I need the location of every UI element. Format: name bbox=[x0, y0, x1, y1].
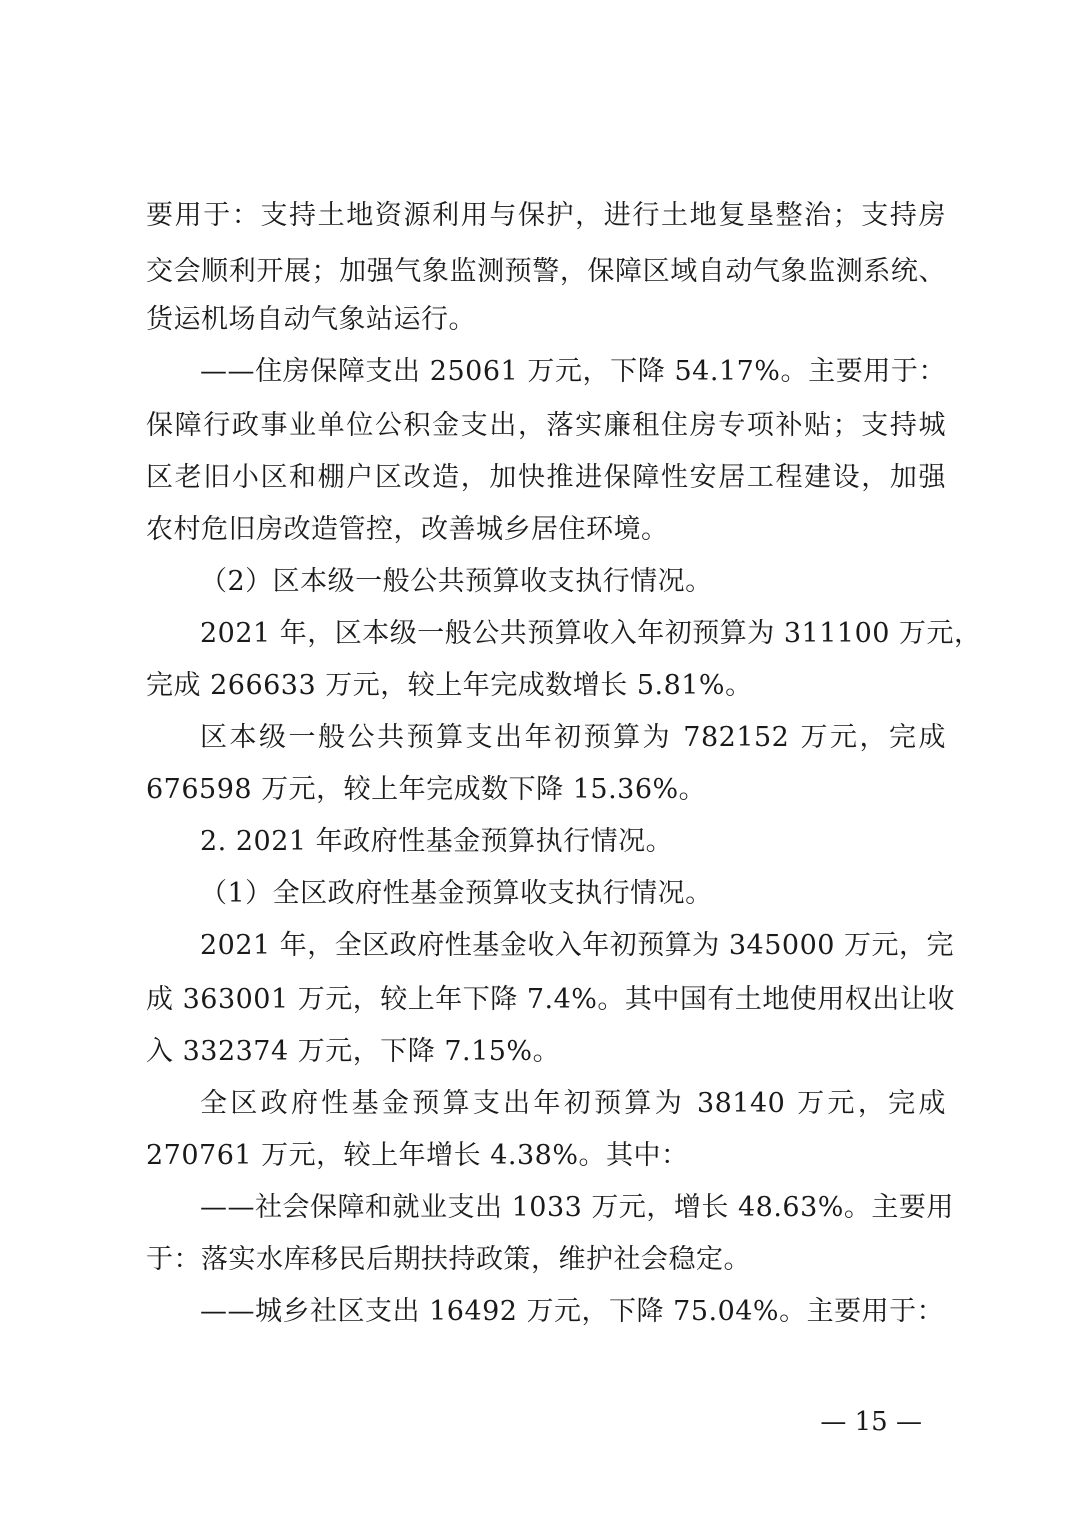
text-line: 全区政府性基金预算支出年初预算为 38140 万元，完成 bbox=[200, 1088, 946, 1119]
text-line: 2021 年，全区政府性基金收入年初预算为 345000 万元，完 bbox=[200, 930, 955, 961]
text-line: 入 332374 万元，下降 7.15%。 bbox=[146, 1036, 561, 1067]
text-line: 2021 年，区本级一般公共预算收入年初预算为 311100 万元， bbox=[200, 618, 982, 649]
page-number: — 15 — bbox=[820, 1407, 922, 1437]
section-heading: 2. 2021 年政府性基金预算执行情况。 bbox=[200, 826, 674, 857]
text-line: 区老旧小区和棚户区改造，加快推进保障性安居工程建设，加强 bbox=[146, 462, 946, 493]
section-heading: （1）全区政府性基金预算收支执行情况。 bbox=[200, 878, 713, 909]
text-line: 270761 万元，较上年增长 4.38%。其中： bbox=[146, 1140, 689, 1171]
text-line: 要用于：支持土地资源利用与保护，进行土地复垦整治；支持房 bbox=[146, 200, 946, 231]
section-heading: （2）区本级一般公共预算收支执行情况。 bbox=[200, 566, 713, 597]
text-line: 区本级一般公共预算支出年初预算为 782152 万元，完成 bbox=[200, 722, 946, 753]
text-line: 保障行政事业单位公积金支出，落实廉租住房专项补贴；支持城 bbox=[146, 410, 946, 441]
text-line: 货运机场自动气象站运行。 bbox=[146, 304, 476, 335]
text-line: ——住房保障支出 25061 万元，下降 54.17%。主要用于： bbox=[200, 356, 946, 387]
text-line: 676598 万元，较上年完成数下降 15.36%。 bbox=[146, 774, 707, 805]
text-line: ——社会保障和就业支出 1033 万元，增长 48.63%。主要用 bbox=[200, 1192, 954, 1223]
text-line: 于：落实水库移民后期扶持政策，维护社会稳定。 bbox=[146, 1244, 751, 1275]
text-line: 农村危旧房改造管控，改善城乡居住环境。 bbox=[146, 514, 669, 545]
text-line: 交会顺利开展；加强气象监测预警，保障区域自动气象监测系统、 bbox=[146, 256, 946, 287]
text-line: 完成 266633 万元，较上年完成数增长 5.81%。 bbox=[146, 670, 753, 701]
text-line: ——城乡社区支出 16492 万元，下降 75.04%。主要用于： bbox=[200, 1296, 945, 1327]
text-line: 成 363001 万元，较上年下降 7.4%。其中国有土地使用权出让收 bbox=[146, 984, 955, 1015]
